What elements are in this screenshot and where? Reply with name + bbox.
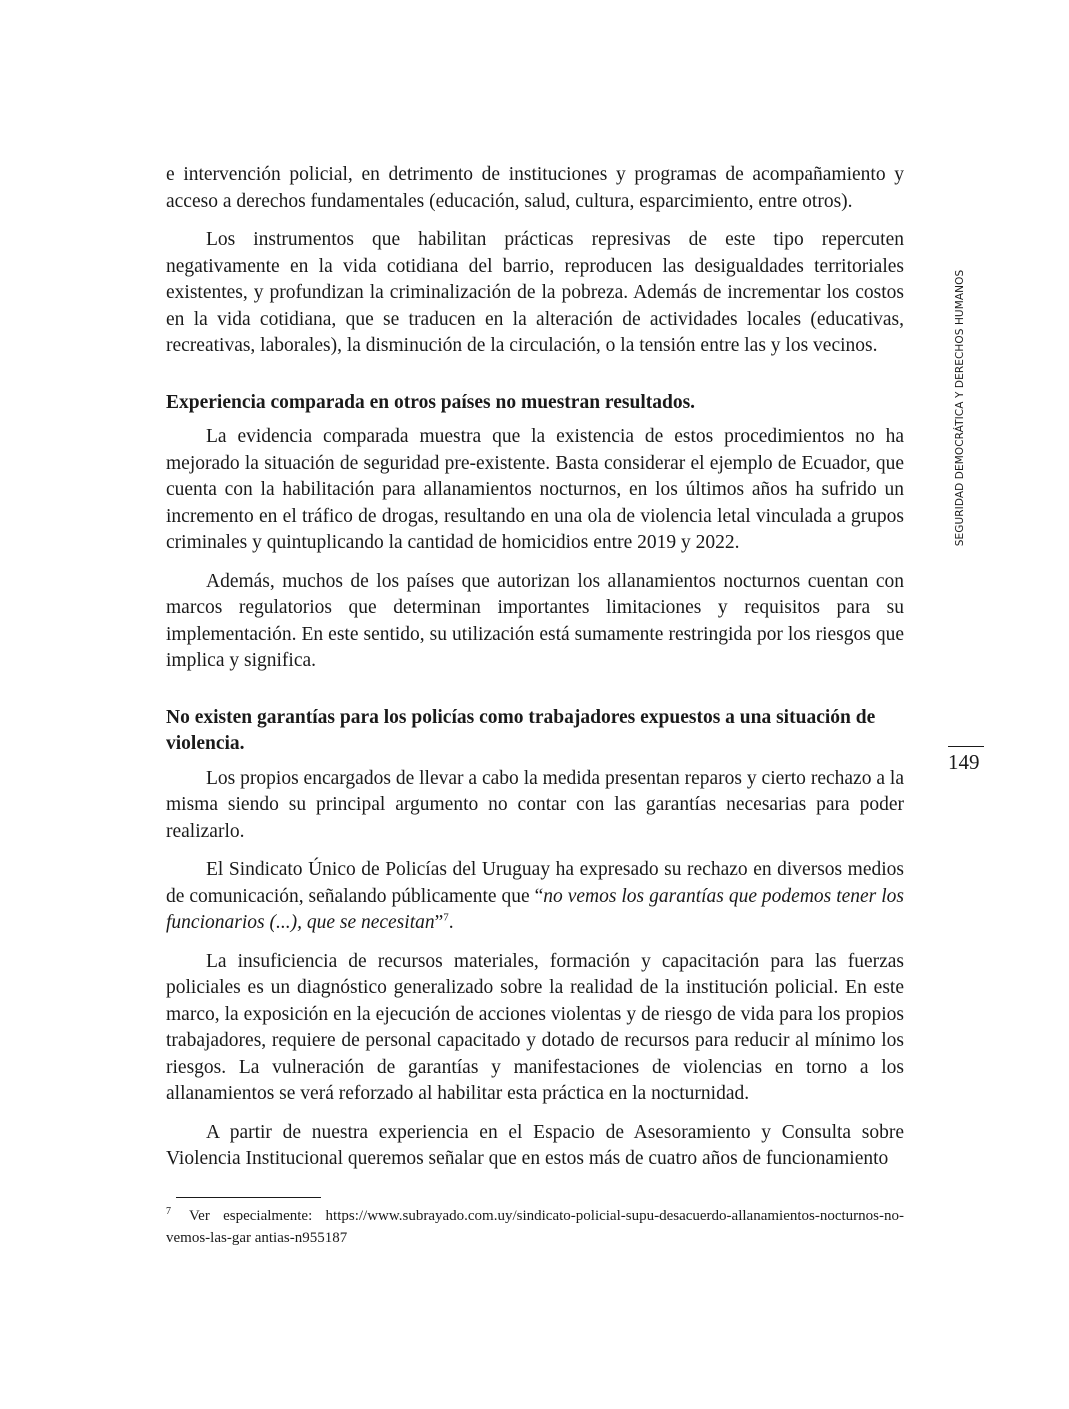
paragraph: Los instrumentos que habilitan prácticas represivas de este tipo repercuten negativamente en la vida cotidiana del barrio, reproducen las desigualdades territoriales existentes, y profundizan la criminalización de la pobreza. Además de incrementar los costos en la vida cotidiana, que se traducen en la alteración de actividades locales (educativas, recreativas, laborales), la disminución de la circulación, o la tensión entre las y los vecinos. — [166, 229, 904, 356]
closing-quote: ” — [434, 912, 444, 933]
running-head — [940, 248, 980, 568]
page-number: 149 — [948, 750, 980, 774]
footnote-divider — [176, 1197, 321, 1198]
paragraph-text: El Sindicato Único de Policías del Uruguay ha expresado su rechazo en diversos medios de comunicación, señalando públicamente que “ — [166, 859, 904, 907]
footnote-reference[interactable]: 7 — [443, 911, 449, 924]
running-head-text: SEGURIDAD DEMOCRÁTICA Y DERECHOS HUMANOS — [954, 269, 966, 547]
page-number-rule — [948, 746, 984, 747]
paragraph: Además, muchos de los países que autorizan los allanamientos nocturnos cuentan con marcos regulatorios que determinan importantes limitaciones y requisitos para su implementación. En este sentido, su utilización está sumamente restringida por los riesgos que implica y significa. — [166, 570, 904, 671]
paragraph-end: . — [448, 912, 454, 933]
section-heading: Experiencia comparada en otros países no muestran resultados. — [166, 391, 696, 413]
paragraph: Los propios encargados de llevar a cabo la medida presentan reparos y cierto rechazo a la misma siendo su principal argumento no contar con las garantías necesarias para poder realizarlo. — [166, 767, 904, 842]
body-text — [166, 162, 904, 1185]
paragraph: La evidencia comparada muestra que la existencia de estos procedimientos no ha mejorado la situación de seguridad pre-existente. Basta considerar el ejemplo de Ecuador, que cuenta con la habilitación para allanamientos nocturnos, en los últimos años ha sufrido un incremento en el tráfico de drogas, resultando en una ola de violencia letal vinculada a grupos criminales y quintuplicando la cantidad de homicidios entre 2019 y 2022. — [166, 426, 904, 553]
footnote — [166, 1205, 904, 1249]
paragraph: e intervención policial, en detrimento de instituciones y programas de acompañamiento y acceso a derechos fundamentales (educación, salud, cultura, esparcimiento, entre otros). — [166, 164, 904, 212]
paragraph: La insuficiencia de recursos materiales, formación y capacitación para las fuerzas policiales es un diagnóstico generalizado sobre la realidad de la institución policial. En este marco, la exposición en la ejecución de acciones violentas y de riesgo de vida para los propios trabajadores, requiere de personal capacitado y dotado de recursos para reducir al mínimo los riesgos. La vulneración de garantías y manifestaciones de violencias en torno a los allanamientos se verá reforzado al habilitar esta práctica en la nocturnidad. — [166, 950, 904, 1104]
section-heading: No existen garantías para los policías como trabajadores expuestos a una situación de violencia. — [166, 706, 876, 754]
footnote-text[interactable]: Ver especialmente: https://www.subrayado.com.uy/sindicato-policial-supu-desacuerdo-allanamientos-nocturnos-no-vemos-las-gar antias-n955187 — [166, 1208, 904, 1246]
paragraph: A partir de nuestra experiencia en el Espacio de Asesoramiento y Consulta sobre Violencia Institucional queremos señalar que en estos más de cuatro años de funcionamiento — [166, 1121, 904, 1169]
paragraph-with-quote — [166, 857, 904, 937]
quoted-text: no vemos los garantías que podemos tener los funcionarios (...), que se necesitan — [166, 885, 904, 933]
footnote-number: 7 — [166, 1206, 171, 1217]
